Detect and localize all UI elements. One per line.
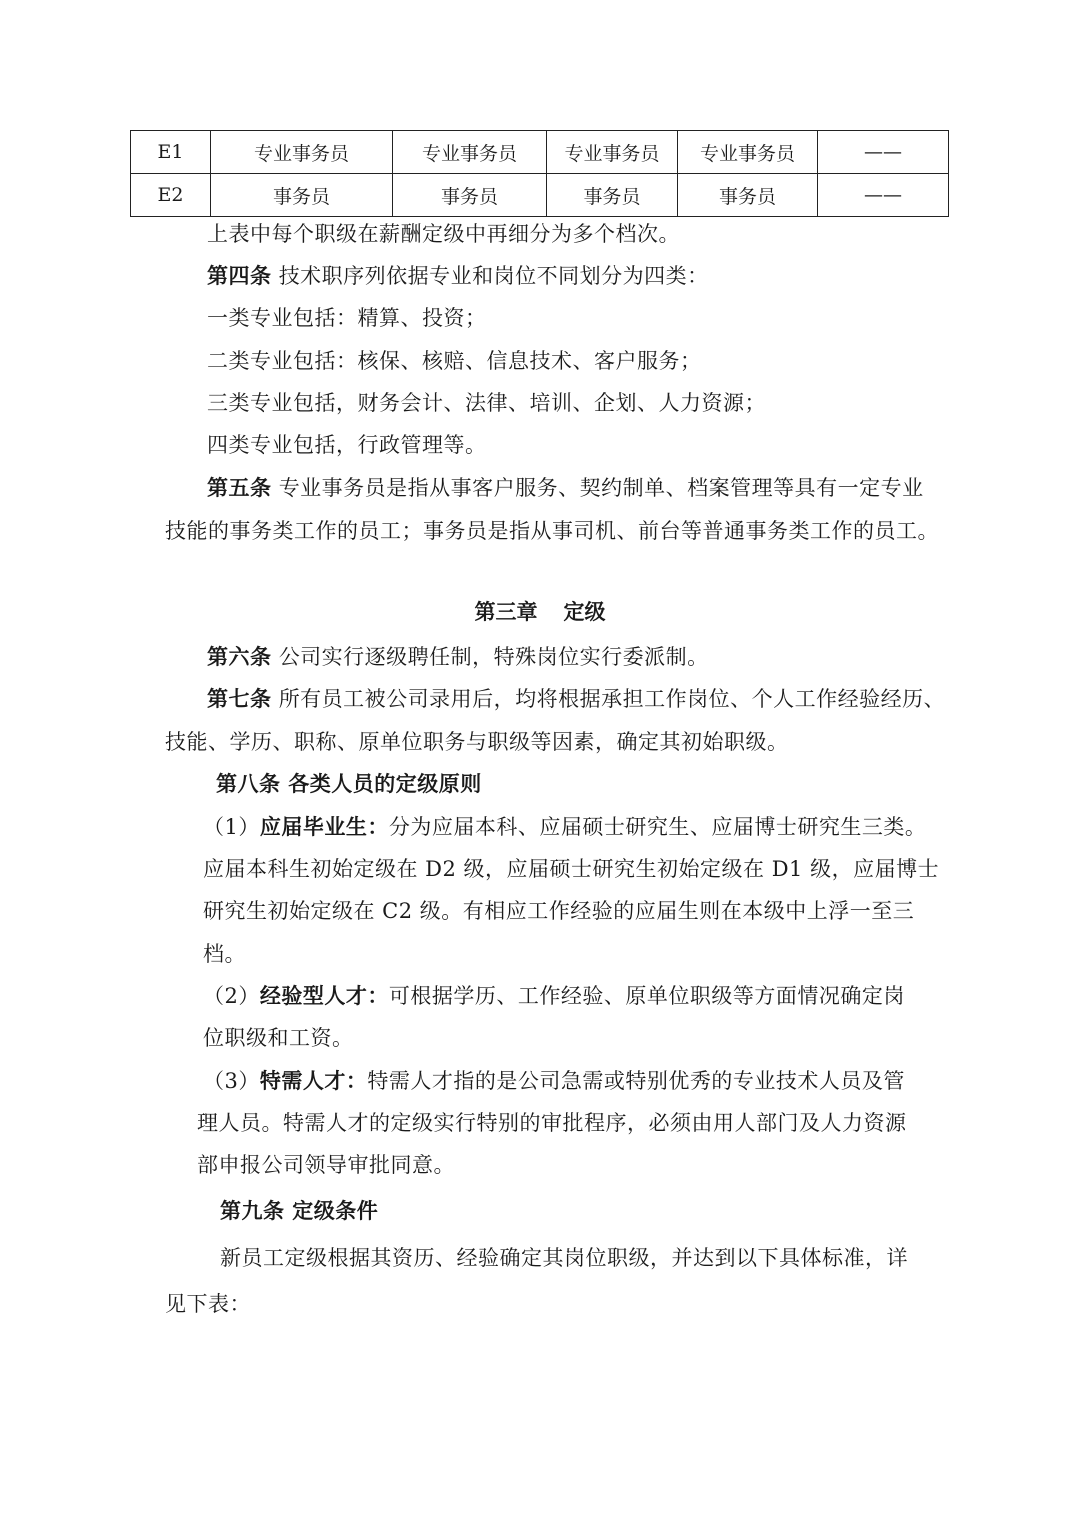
table-cell: —— xyxy=(818,174,949,217)
principle-1-line-2: 应届本科生初始定级在 D2 级，应届硕士研究生初始定级在 D1 级，应届博士 xyxy=(203,857,940,881)
article-7-continued: 技能、学历、职称、原单位职务与职级等因素，确定其初始职级。 xyxy=(165,730,789,754)
principle-2-label: 经验型人才： xyxy=(259,983,389,1008)
table-cell: 事务员 xyxy=(678,174,818,217)
principle-2 xyxy=(203,981,905,1011)
table-row xyxy=(131,174,949,217)
table-cell: E2 xyxy=(131,174,211,217)
principle-3-number: （3） xyxy=(203,1069,260,1093)
article-4-text: 技术职序列依据专业和岗位不同划分为四类： xyxy=(278,264,709,288)
table-cell: 专业事务员 xyxy=(678,131,818,174)
table-cell: E1 xyxy=(131,131,211,174)
principle-1-number: （1） xyxy=(203,815,260,839)
principle-1-line-4: 档。 xyxy=(203,942,246,966)
article-5-text: 专业事务员是指从事客户服务、契约制单、档案管理等具有一定专业 xyxy=(278,476,924,500)
table-cell: 专业事务员 xyxy=(393,131,547,174)
chapter-heading xyxy=(0,597,1080,627)
principle-3-text: 特需人才指的是公司急需或特别优秀的专业技术人员及管 xyxy=(367,1069,905,1093)
grade-table xyxy=(130,130,949,217)
category-3: 三类专业包括，财务会计、法律、培训、企划、人力资源； xyxy=(207,391,766,415)
article-4 xyxy=(207,261,709,291)
principle-2-number: （2） xyxy=(203,984,260,1008)
principle-1-label: 应届毕业生： xyxy=(259,814,389,839)
article-9-continued: 见下表： xyxy=(165,1292,251,1316)
principle-2-text: 可根据学历、工作经验、原单位职级等方面情况确定岗 xyxy=(388,984,905,1008)
article-8-title: 第八条 各类人员的定级原则 xyxy=(216,771,482,796)
article-9-text: 新员工定级根据其资历、经验确定其岗位职级，并达到以下具体标准，详 xyxy=(220,1246,908,1270)
principle-2-line-2: 位职级和工资。 xyxy=(203,1026,354,1050)
principle-1 xyxy=(203,812,926,842)
article-5-continued: 技能的事务类工作的员工；事务员是指从事司机、前台等普通事务类工作的员工。 xyxy=(165,519,939,543)
principle-3-label: 特需人才： xyxy=(259,1068,368,1093)
article-7-text: 所有员工被公司录用后，均将根据承担工作岗位、个人工作经验经历、 xyxy=(278,687,946,711)
table-cell: 专业事务员 xyxy=(211,131,393,174)
principle-3-line-2: 理人员。特需人才的定级实行特别的审批程序，必须由用人部门及人力资源 xyxy=(197,1111,907,1135)
chapter-number: 第三章 xyxy=(474,599,538,624)
table-cell: 事务员 xyxy=(211,174,393,217)
category-2: 二类专业包括：核保、核赔、信息技术、客户服务； xyxy=(207,349,702,373)
article-4-title: 第四条 xyxy=(207,263,272,288)
article-9-title: 第九条 定级条件 xyxy=(220,1198,379,1223)
principle-3 xyxy=(203,1066,905,1096)
table-cell: 专业事务员 xyxy=(547,131,678,174)
category-1: 一类专业包括：精算、投资； xyxy=(207,306,487,330)
article-7 xyxy=(207,684,945,714)
chapter-title: 定级 xyxy=(563,599,606,624)
table-cell: 事务员 xyxy=(547,174,678,217)
article-6 xyxy=(207,642,709,672)
article-7-title: 第七条 xyxy=(207,686,272,711)
table-row xyxy=(131,131,949,174)
table-cell: 事务员 xyxy=(393,174,547,217)
article-6-text: 公司实行逐级聘任制，特殊岗位实行委派制。 xyxy=(278,645,709,669)
category-4: 四类专业包括，行政管理等。 xyxy=(207,433,487,457)
table-cell: —— xyxy=(818,131,949,174)
article-6-title: 第六条 xyxy=(207,644,272,669)
table-note: 上表中每个职级在薪酬定级中再细分为多个档次。 xyxy=(207,222,680,246)
principle-1-line-3: 研究生初始定级在 C2 级。有相应工作经验的应届生则在本级中上浮一至三 xyxy=(203,899,915,923)
principle-3-line-3: 部申报公司领导审批同意。 xyxy=(197,1153,455,1177)
article-5 xyxy=(207,473,924,503)
principle-1-text: 分为应届本科、应届硕士研究生、应届博士研究生三类。 xyxy=(388,815,927,839)
article-5-title: 第五条 xyxy=(207,475,272,500)
